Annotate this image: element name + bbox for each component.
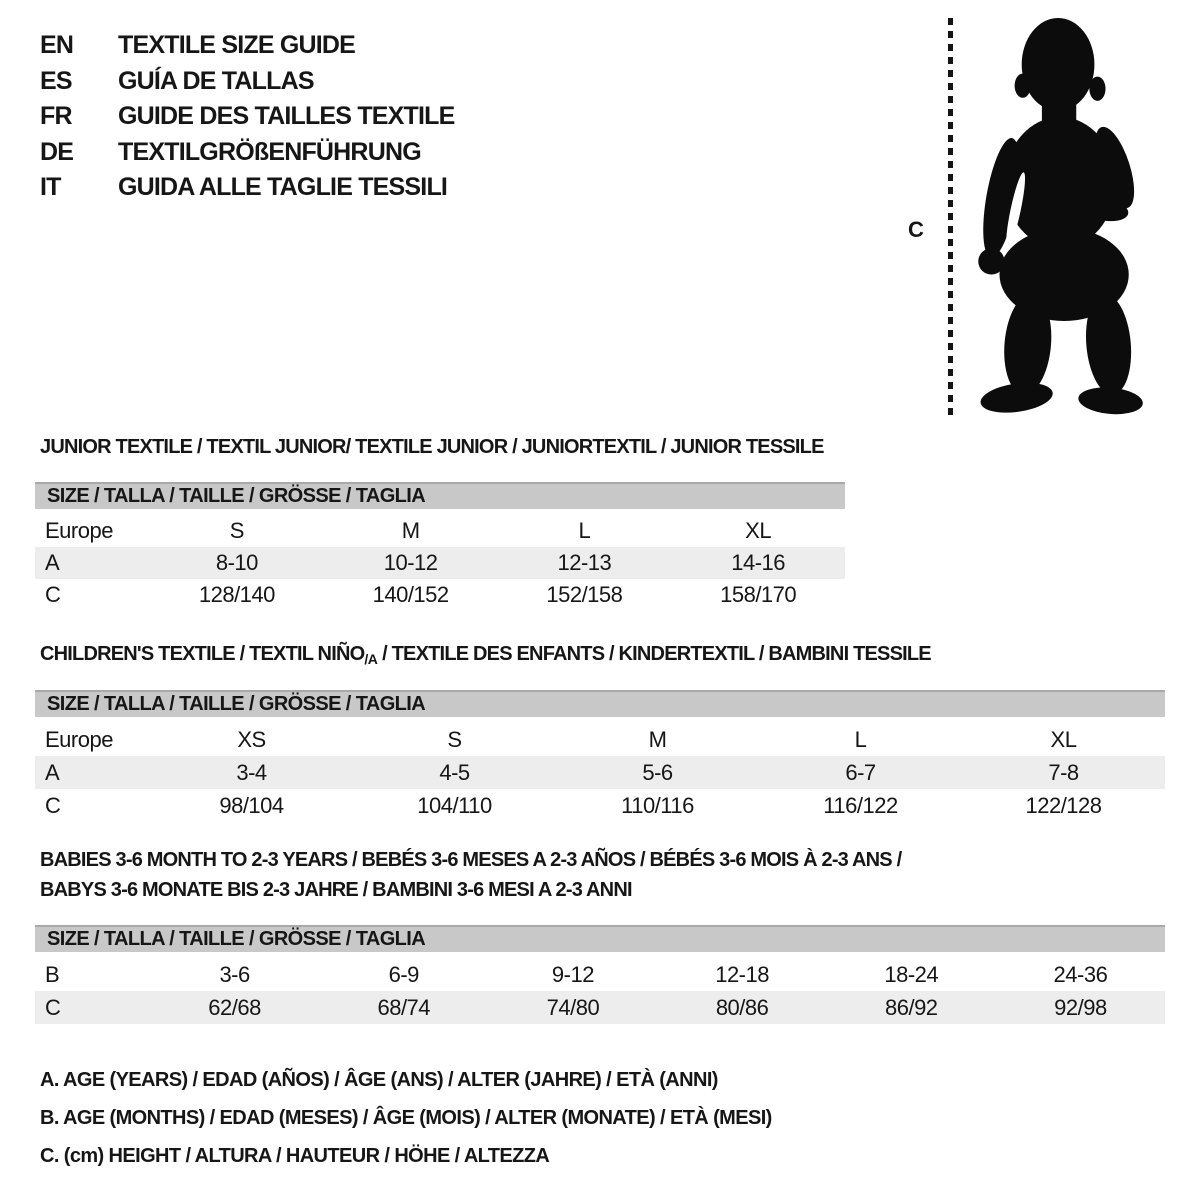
legend-line-b: B. AGE (MONTHS) / EDAD (MESES) / ÂGE (MOIS) / ALTER (MONATE) / ETÀ (MESI)	[40, 1107, 772, 1129]
height-cell: 110/116	[621, 793, 694, 818]
height-cell: 152/158	[546, 582, 623, 607]
height-cell: 98/104	[219, 793, 284, 818]
children-section	[35, 643, 1165, 822]
language-code: DE	[40, 137, 74, 166]
size-cell: S	[447, 727, 462, 752]
junior-europe-row	[35, 515, 845, 547]
age-cell: 8-10	[215, 550, 258, 575]
age-cell: 9-12	[551, 962, 594, 987]
language-row	[40, 170, 455, 206]
junior-height-row	[35, 579, 845, 611]
row-label: C	[45, 793, 61, 818]
age-cell: 18-24	[884, 962, 939, 987]
age-cell: 5-6	[642, 760, 673, 785]
height-cell: 128/140	[198, 582, 275, 607]
height-cell: 62/68	[208, 995, 261, 1020]
size-cell: XL	[745, 518, 772, 543]
language-code: IT	[40, 173, 61, 202]
junior-section-title: JUNIOR TEXTILE / TEXTIL JUNIOR/ TEXTILE JUNIOR / JUNIORTEXTIL / JUNIOR TESSILE	[40, 436, 824, 458]
size-cell: M	[401, 518, 420, 543]
age-cell: 12-13	[557, 550, 612, 575]
babies-age-row	[35, 958, 1165, 991]
junior-section	[35, 436, 845, 611]
junior-age-row	[35, 547, 845, 579]
children-title-prefix: CHILDREN'S TEXTILE / TEXTIL NIÑO	[40, 643, 365, 665]
legend	[40, 1061, 772, 1175]
legend-line-a: A. AGE (YEARS) / EDAD (AÑOS) / ÂGE (ANS) / ALTER (JAHRE) / ETÀ (ANNI)	[40, 1069, 718, 1091]
age-cell: 14-16	[731, 550, 786, 575]
language-title: TEXTILGRÖßENFÜHRUNG	[118, 137, 421, 166]
language-list	[40, 28, 455, 206]
size-cell: L	[854, 727, 867, 752]
children-europe-row	[35, 723, 1165, 756]
height-cell: 68/74	[377, 995, 431, 1020]
height-cell: 74/80	[546, 995, 600, 1020]
language-title: GUIDA ALLE TAGLIE TESSILI	[118, 173, 448, 202]
babies-section	[35, 845, 1165, 1024]
age-cell: 7-8	[1048, 760, 1079, 785]
row-label: A	[45, 760, 60, 785]
language-title: GUÍA DE TALLAS	[118, 66, 314, 95]
height-cell: 116/122	[823, 793, 898, 818]
size-cell: L	[578, 518, 591, 543]
size-cell: M	[648, 727, 667, 752]
age-cell: 10-12	[383, 550, 438, 575]
row-label: Europe	[45, 518, 113, 543]
row-label: B	[45, 962, 60, 987]
language-title: GUIDE DES TAILLES TEXTILE	[118, 102, 455, 131]
row-label: C	[45, 582, 61, 607]
junior-size-header-bar: SIZE / TALLA / TAILLE / GRÖSSE / TAGLIA	[35, 482, 845, 509]
language-row	[40, 64, 455, 100]
height-measure-label: C	[908, 217, 924, 242]
age-cell: 3-4	[236, 760, 267, 785]
children-age-row	[35, 756, 1165, 789]
height-cell: 80/86	[715, 995, 769, 1020]
age-cell: 6-9	[388, 962, 419, 987]
age-cell: 24-36	[1053, 962, 1108, 987]
language-row	[40, 28, 455, 64]
language-row	[40, 135, 455, 171]
children-title-sub: /A	[364, 651, 378, 667]
age-cell: 3-6	[219, 962, 250, 987]
height-measure-line	[948, 18, 953, 416]
children-title-suffix: / TEXTILE DES ENFANTS / KINDERTEXTIL / BAMBINI TESSILE	[377, 643, 931, 665]
children-height-row	[35, 789, 1165, 822]
height-cell: 86/92	[884, 995, 938, 1020]
row-label: A	[45, 550, 60, 575]
age-cell: 12-18	[715, 962, 769, 987]
children-size-header-bar: SIZE / TALLA / TAILLE / GRÖSSE / TAGLIA	[35, 690, 1165, 717]
language-code: ES	[40, 66, 72, 95]
row-label: C	[45, 995, 61, 1020]
height-cell: 140/152	[372, 582, 449, 607]
baby-silhouette-icon	[960, 16, 1144, 420]
language-title: TEXTILE SIZE GUIDE	[118, 31, 356, 60]
babies-section-title-line1: BABIES 3-6 MONTH TO 2-3 YEARS / BEBÉS 3-6 MESES A 2-3 AÑOS / BÉBÉS 3-6 MOIS À 2-3 ANS /	[40, 849, 902, 871]
size-cell: S	[229, 518, 244, 543]
babies-height-row	[35, 991, 1165, 1024]
size-cell: XL	[1050, 727, 1077, 752]
language-code: FR	[40, 102, 72, 131]
language-row	[40, 99, 455, 135]
height-cell: 104/110	[417, 793, 492, 818]
height-cell: 158/170	[720, 582, 797, 607]
size-cell: XS	[237, 727, 266, 752]
height-cell: 92/98	[1054, 995, 1107, 1020]
babies-section-title-line2: BABYS 3-6 MONATE BIS 2-3 JAHRE / BAMBINI 3-6 MESI A 2-3 ANNI	[40, 879, 632, 901]
age-cell: 4-5	[439, 760, 470, 785]
row-label: Europe	[45, 727, 113, 752]
height-cell: 122/128	[1025, 793, 1102, 818]
legend-line-c: C. (cm) HEIGHT / ALTURA / HAUTEUR / HÖHE / ALTEZZA	[40, 1145, 550, 1167]
children-section-title	[40, 643, 1165, 667]
age-cell: 6-7	[845, 760, 876, 785]
language-code: EN	[40, 31, 74, 60]
babies-size-header-bar: SIZE / TALLA / TAILLE / GRÖSSE / TAGLIA	[35, 925, 1165, 952]
